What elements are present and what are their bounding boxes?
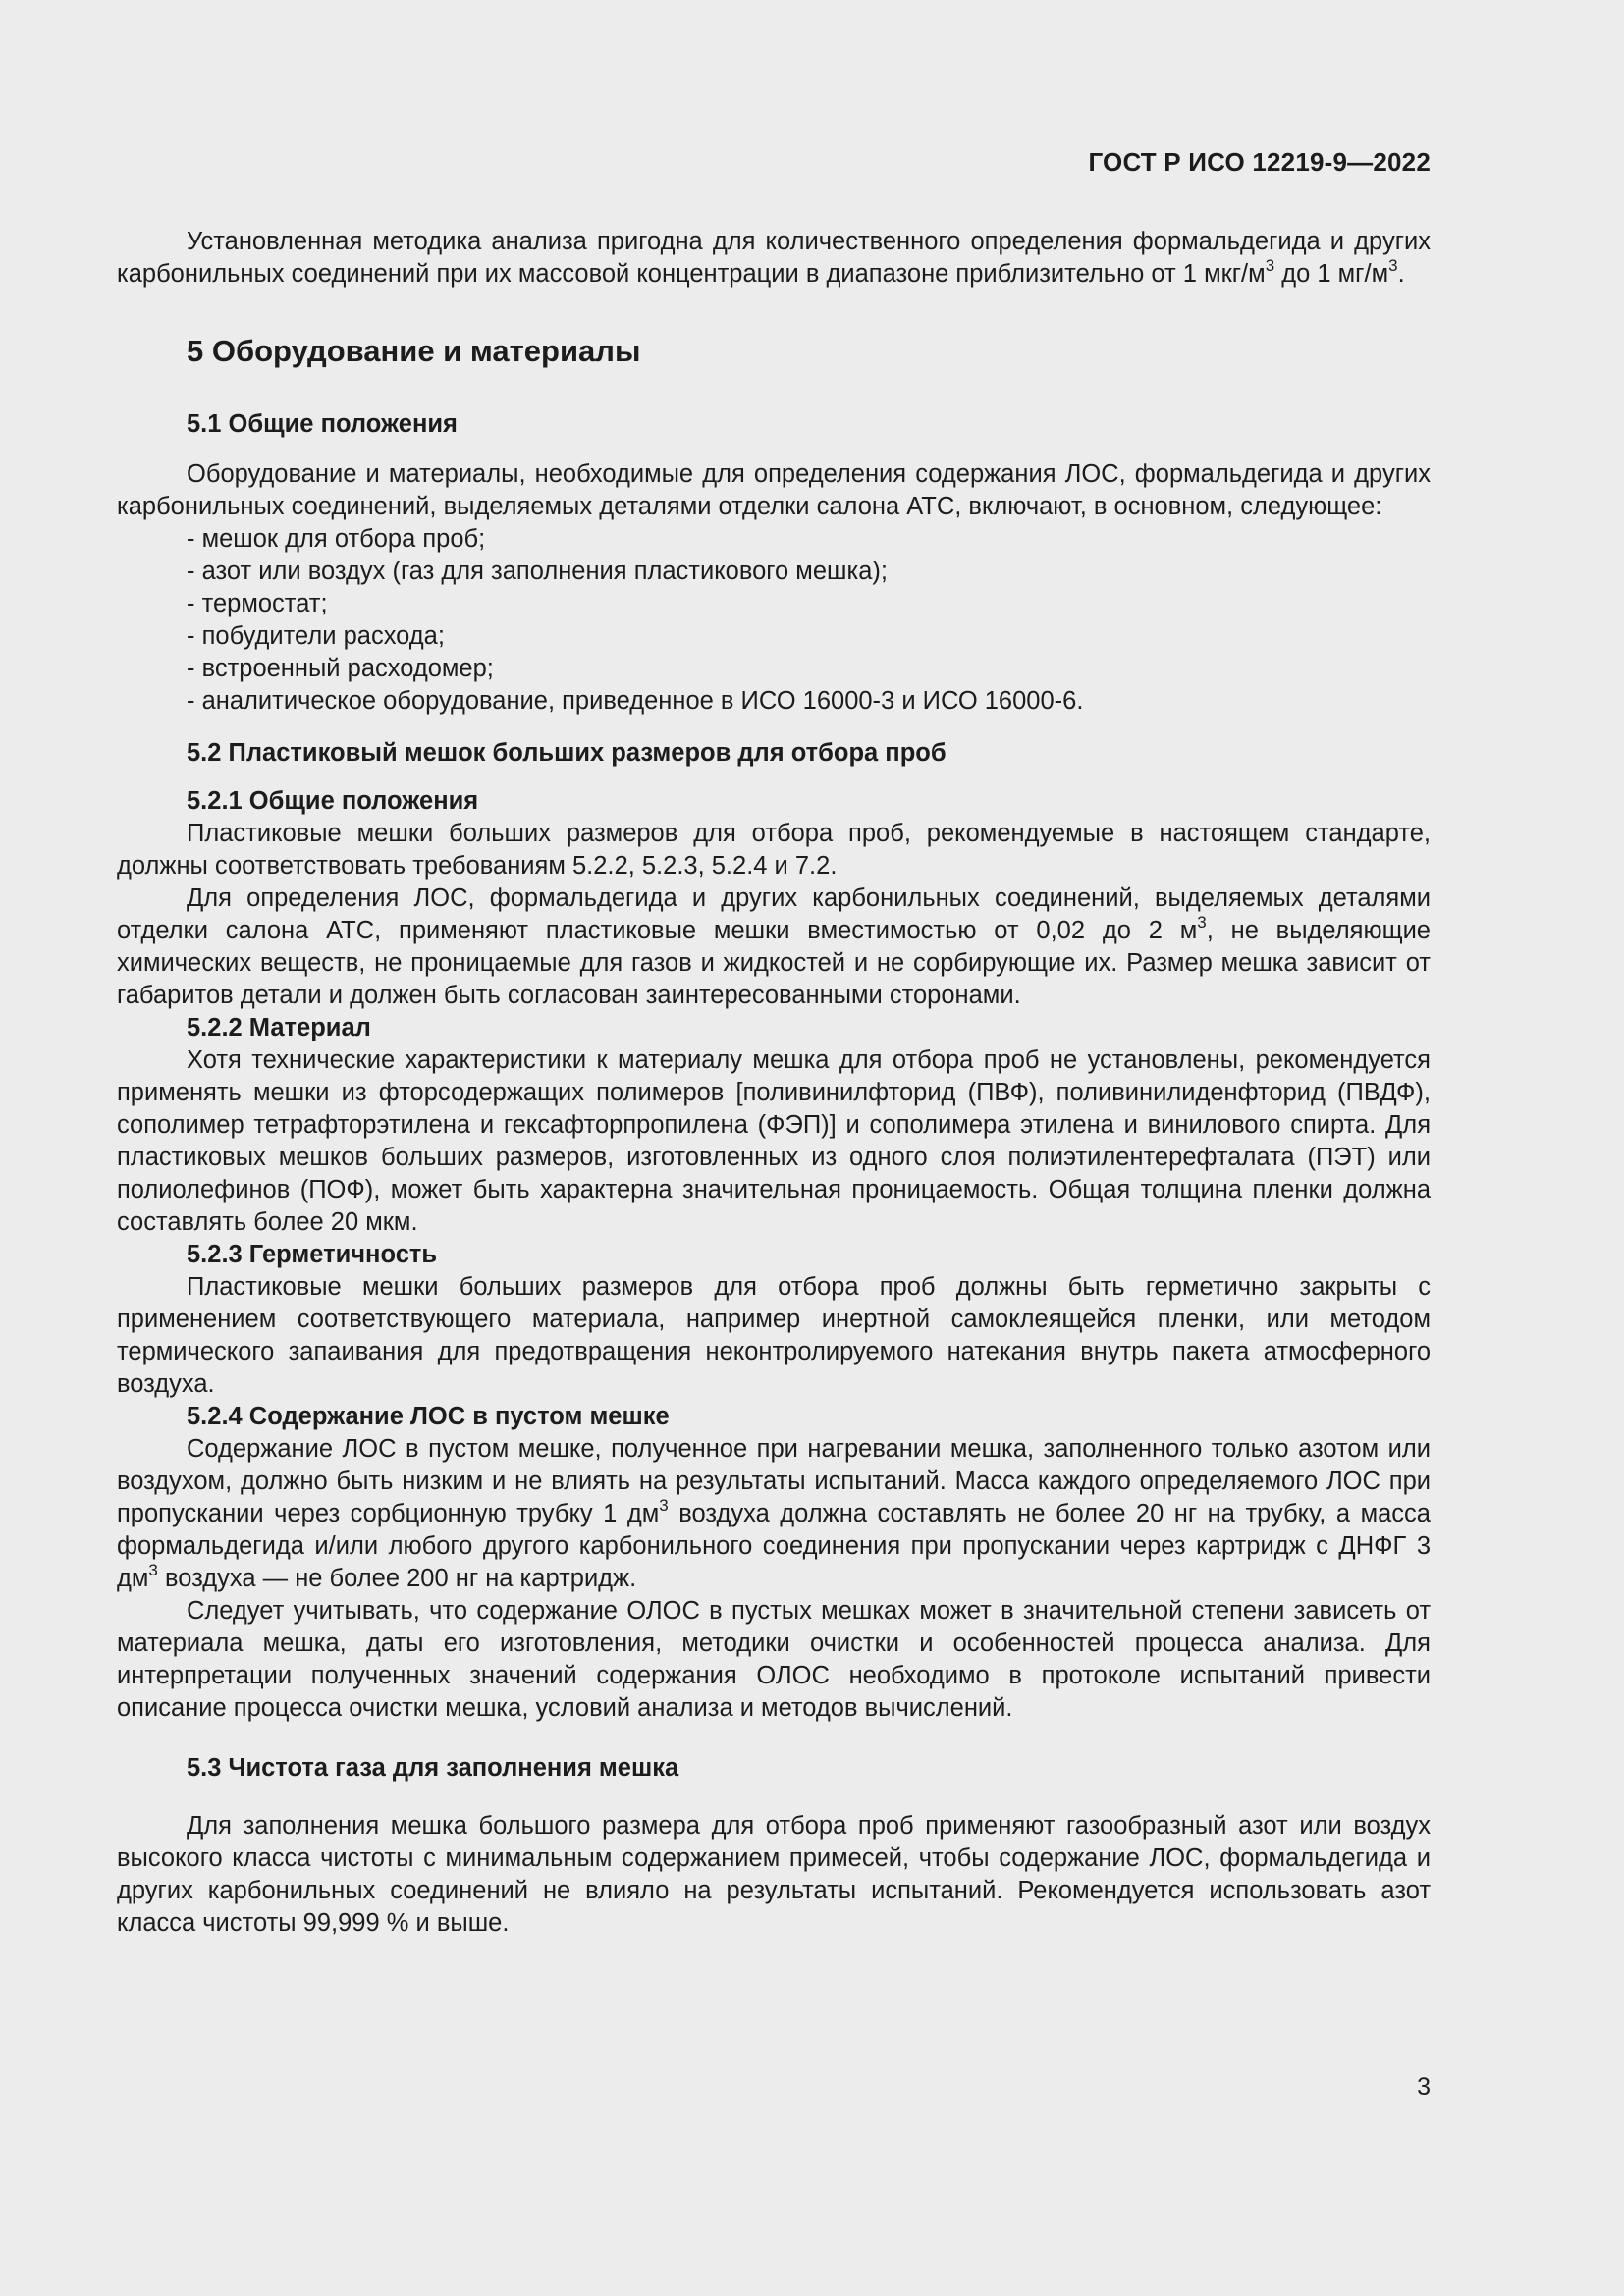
intro-text-c: .	[1397, 260, 1405, 288]
s521-text-b: , не выделяющие химических веществ, не проницаемые для газов и жидкостей и не сорбирующие их. Размер мешка зависит от габаритов детали и должен быть согласован заинтересованными сторонами.	[117, 917, 1431, 1009]
section-5-2-1-paragraph-1: Пластиковые мешки больших размеров для отбора проб, рекомендуемые в настоящем стандарте, должны соответствовать требованиям 5.2.2, 5.2.3, 5.2.4 и 7.2.	[117, 820, 1431, 880]
page-number: 3	[1417, 2073, 1431, 2101]
section-5-1-paragraph: Оборудование и материалы, необходимые для определения содержания ЛОС, формальдегида и других карбонильных соединений, выделяемых деталями отделки салона АТС, включают, в основном, следующее:	[117, 460, 1431, 520]
section-5-2-1-title: 5.2.1 Общие положения	[187, 787, 479, 815]
list-item: - азот или воздух (газ для заполнения пластикового мешка);	[187, 558, 888, 585]
list-item: - термостат;	[187, 590, 328, 617]
section-5-2-3-paragraph: Пластиковые мешки больших размеров для отбора проб должны быть герметично закрыты с применением соответствующего материала, например инертной самоклеящейся пленки, или методом термического запаивания для предотвращения неконтролируемого натекания внутрь пакета атмосферного воздуха.	[117, 1273, 1431, 1398]
section-5-3-paragraph: Для заполнения мешка большого размера для отбора проб применяют газообразный азот или воздух высокого класса чистоты с минимальным содержанием примесей, чтобы содержание ЛОС, формальдегида и других карбонильных соединений не влияло на результаты испытаний. Рекомендуется использовать азот класса чистоты 99,999 % и выше.	[117, 1812, 1431, 1937]
intro-sup-b: 3	[1388, 255, 1398, 275]
list-item: - мешок для отбора проб;	[187, 525, 486, 553]
section-5-3-title: 5.3 Чистота газа для заполнения мешка	[187, 1754, 679, 1782]
section-5-1-title: 5.1 Общие положения	[187, 410, 458, 438]
s524-sup-2: 3	[148, 1560, 158, 1579]
s524-text-a: Содержание ЛОС в пустом мешке, полученное при нагревании мешка, заполненного только азотом или воздухом, должно быть низким и не влиять на результаты испытаний. Масса каждого определяемого ЛОС при пропускании через сорбционную трубку 1 дм	[117, 1435, 1431, 1527]
equipment-list	[117, 523, 1431, 718]
list-item: - встроенный расходомер;	[187, 655, 494, 682]
s524-sup-1: 3	[659, 1495, 669, 1515]
list-item: - аналитическое оборудование, приведенное в ИСО 16000-3 и ИСО 16000-6.	[187, 687, 1084, 715]
section-5-2-2-paragraph: Хотя технические характеристики к материалу мешка для отбора проб не установлены, рекомендуется применять мешки из фторсодержащих полимеров [поливинилфторид (ПВФ), поливинилиденфторид (ПВДФ), сополимер тетрафторэтилена и гексафторпропилена (ФЭП)] и сополимера этилена и винилового спирта. Для пластиковых мешков больших размеров, изготовленных из одного слоя полиэтилентерефталата (ПЭТ) или полиолефинов (ПОФ), может быть характерна значительная проницаемость. Общая толщина пленки должна составлять более 20 мкм.	[117, 1046, 1431, 1236]
section-5-title: 5 Оборудование и материалы	[187, 334, 641, 368]
standard-code: ГОСТ Р ИСО 12219-9—2022	[1088, 147, 1431, 177]
s521-sup: 3	[1197, 912, 1207, 932]
s521-text-a: Для определения ЛОС, формальдегида и других карбонильных соединений, выделяемых деталями отделки салона АТС, применяют пластиковые мешки вместимостью от 0,02 до 2 м	[117, 884, 1431, 944]
intro-text-b: до 1 мг/м	[1274, 260, 1389, 288]
document-body	[117, 226, 1431, 1940]
section-5-2-title: 5.2 Пластиковый мешок больших размеров для отбора проб	[187, 739, 947, 767]
section-5-2-4-paragraph-2: Следует учитывать, что содержание ОЛОС в пустых мешках может в значительной степени зависеть от материала мешка, даты его изготовления, методики очистки и особенностей процесса анализа. Для интерпретации полученных значений содержания ОЛОС необходимо в протоколе испытаний привести описание процесса очистки мешка, условий анализа и методов вычислений.	[117, 1597, 1431, 1722]
section-5-2-1-paragraph-2	[117, 882, 1431, 1012]
intro-paragraph	[117, 226, 1431, 291]
section-5-2-2-title: 5.2.2 Материал	[187, 1014, 371, 1041]
s524-text-b: воздуха должна составлять не более 20 нг на трубку, а масса формальдегида и/или любого другого карбонильного соединения при пропускании через картридж с ДНФГ 3 дм	[117, 1500, 1431, 1592]
s524-text-c: воздуха — не более 200 нг на картридж.	[157, 1565, 637, 1592]
section-5-2-4-paragraph-1	[117, 1433, 1431, 1595]
intro-sup-a: 3	[1265, 255, 1275, 275]
section-5-2-3-title: 5.2.3 Герметичность	[187, 1241, 438, 1268]
list-item: - побудители расхода;	[187, 622, 445, 650]
intro-text-a: Установленная методика анализа пригодна для количественного определения формальдегида и других карбонильных соединений при их массовой концентрации в диапазоне приблизительно от 1 мкг/м	[117, 228, 1431, 288]
section-5-2-4-title: 5.2.4 Содержание ЛОС в пустом мешке	[187, 1403, 670, 1430]
